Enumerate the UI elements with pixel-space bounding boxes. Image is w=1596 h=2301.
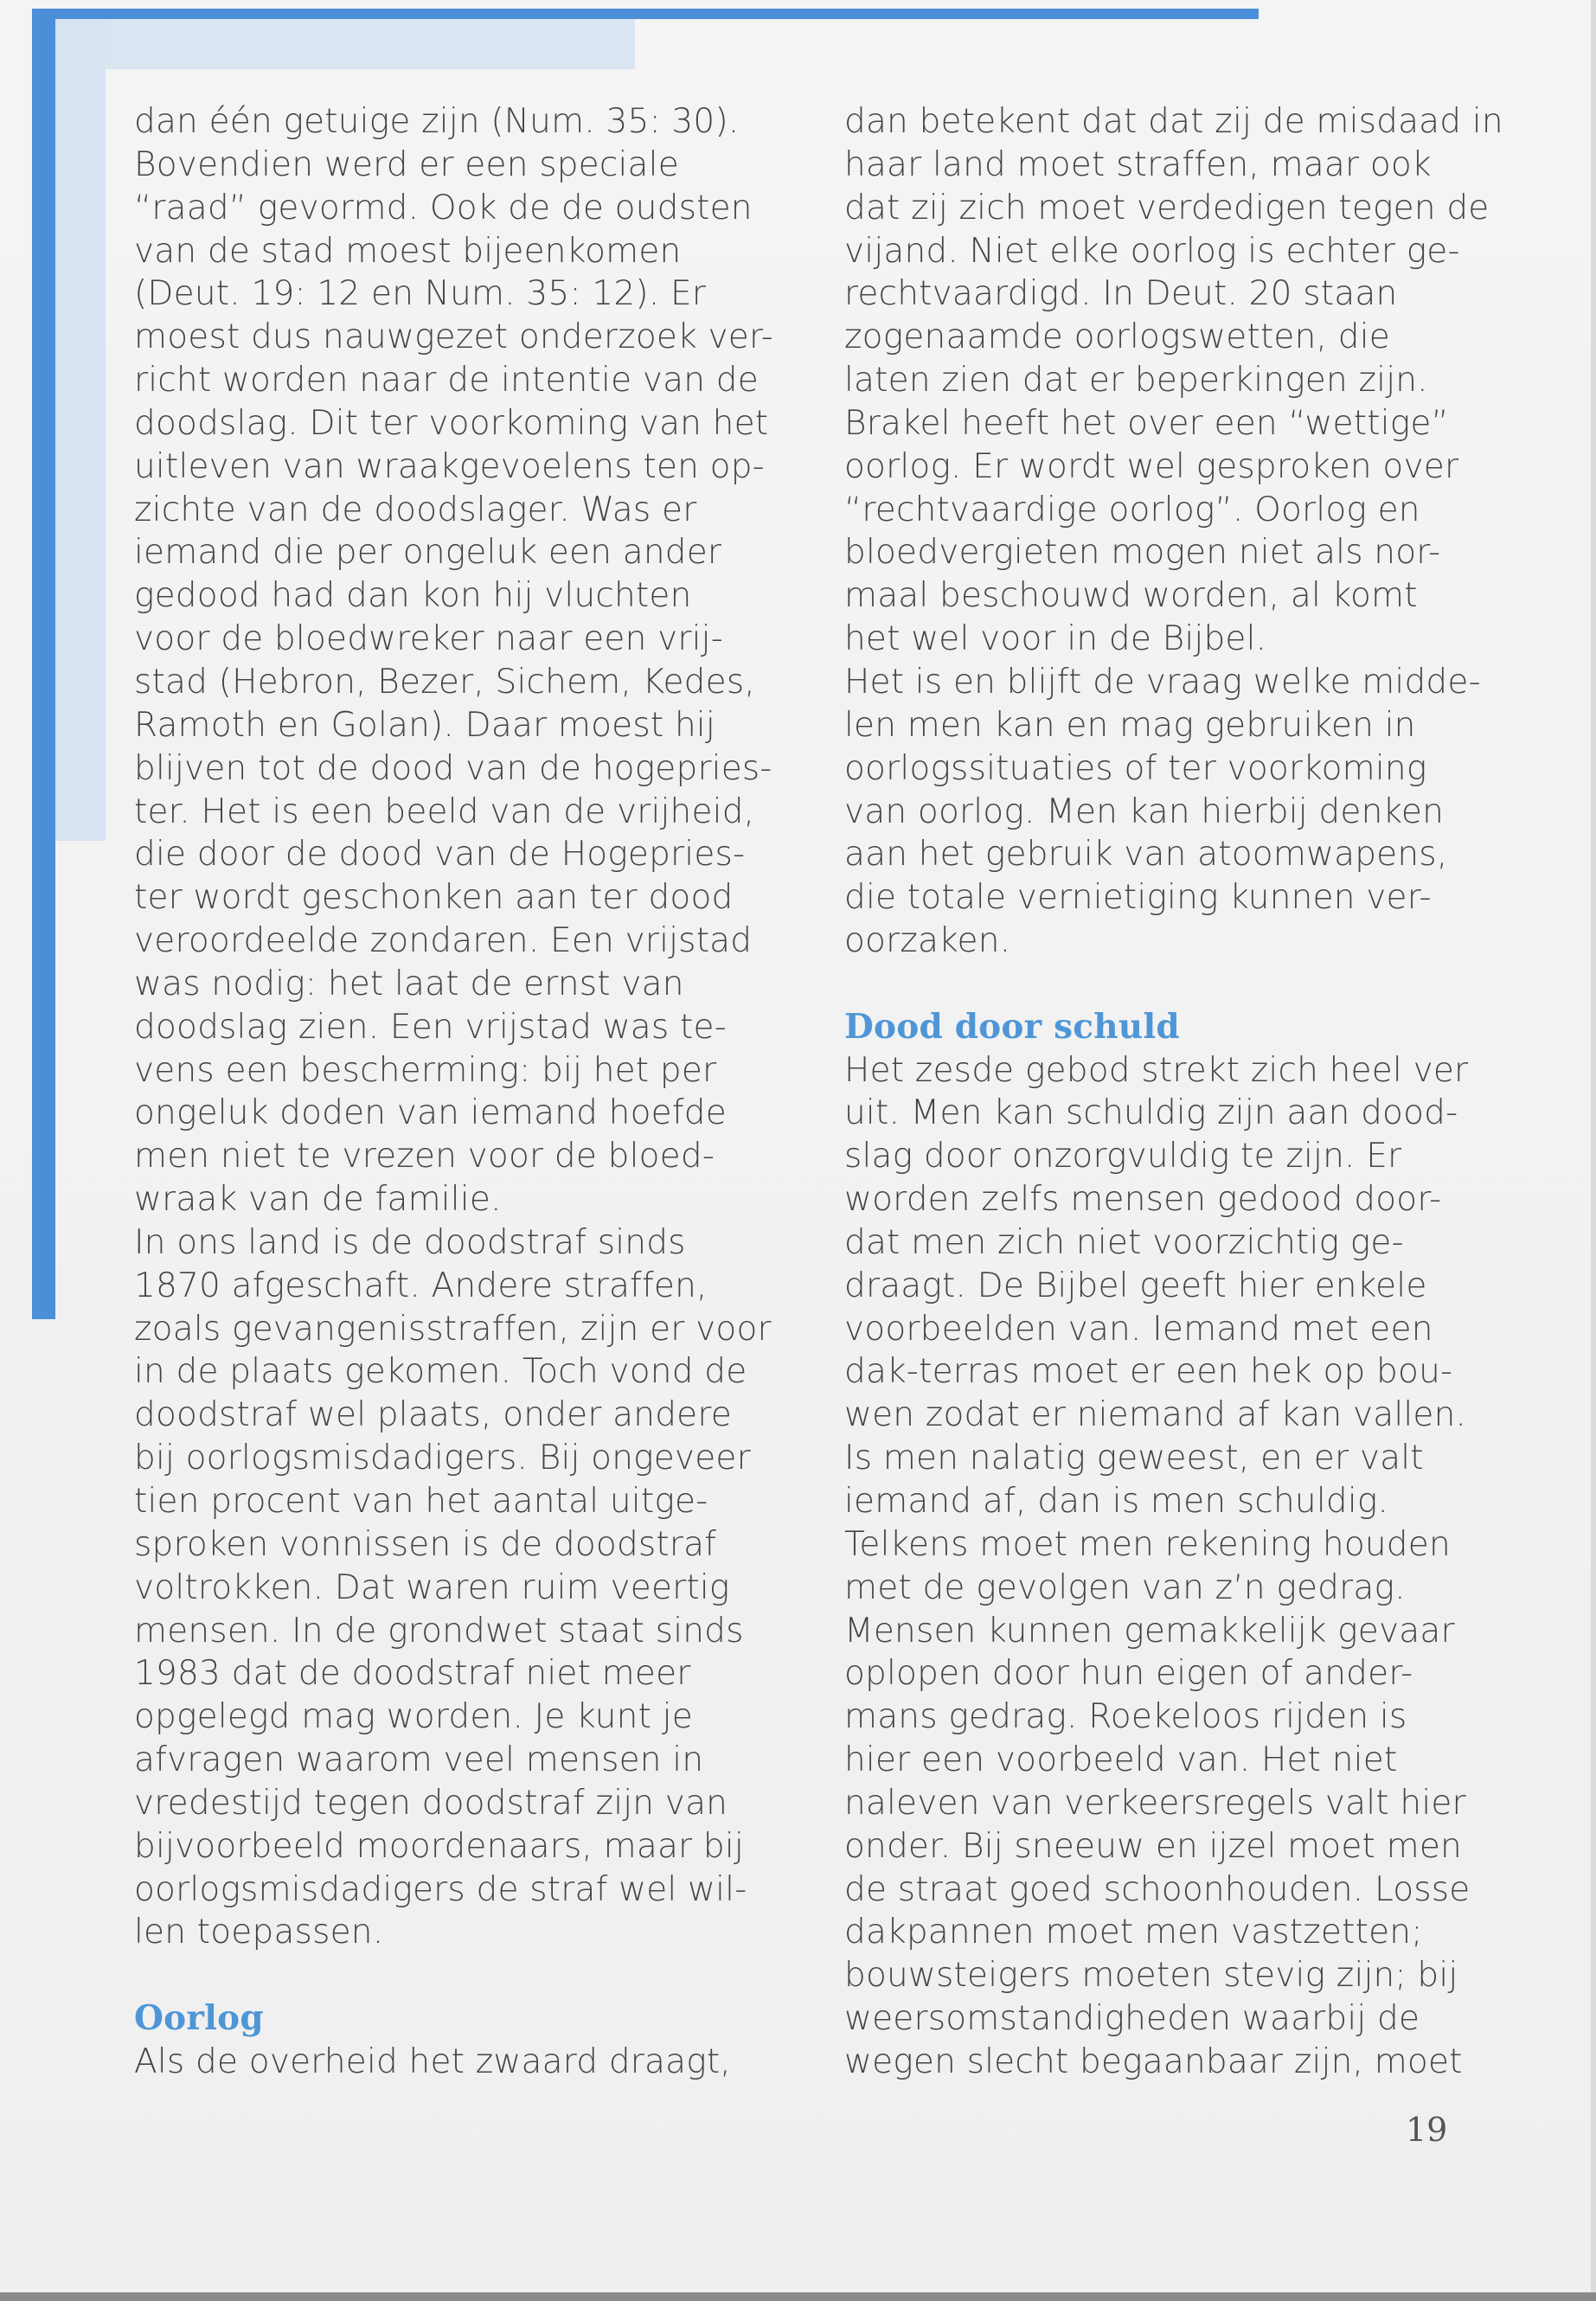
text-line: men niet te vrezen voor de bloed- [134,1137,715,1176]
text-line: oorlog. Er wordt wel gesproken over [844,446,1459,486]
text-line: bloedvergieten mogen niet als nor- [844,533,1441,573]
text-line: slag door onzorgvuldig te zijn. Er [844,1137,1402,1176]
text-line: wegen slecht begaanbaar zijn, moet [844,2041,1463,2081]
text-line: bijvoorbeeld moordenaars, maar bij [134,1826,744,1866]
text-line: iemand die per ongeluk een ander [134,533,722,573]
text-line: het wel voor in de Bijbel. [844,619,1267,659]
left-accent-rule [32,9,55,1319]
text-line: veroordeelde zondaren. Een vrijstad [134,921,753,961]
text-line: weersomstandigheden waarbij de [844,1999,1420,2039]
right-paragraph-block [844,100,1503,963]
text-line: bij oorlogsmisdadigers. Bij ongeveer [134,1439,751,1478]
text-line: van oorlog. Men kan hierbij denken [844,792,1444,831]
text-line: sproken vonnissen is de doodstraf [134,1524,717,1564]
text-line: “raad” gevormd. Ook de de oudsten [134,188,753,228]
text-line: aan het gebruik van atoomwapens, [844,835,1448,875]
text-line: iemand af, dan is men schuldig. [844,1482,1389,1521]
text-line: afvragen waarom veel mensen in [134,1740,704,1780]
text-line: oorlogssituaties of ter voorkoming [844,748,1427,788]
text-line: haar land moet straffen, maar ook [844,144,1432,184]
text-line: oorlogsmisdadigers de straf wel wil- [134,1869,747,1909]
section-spacer [844,963,1489,1006]
text-line: doodslag zien. Een vrijstad was te- [134,1007,727,1047]
text-line: maal beschouwd worden, al komt [844,576,1418,616]
text-line: Het zesde gebod strekt zich heel ver [844,1050,1469,1090]
text-line: ongeluk doden van iemand hoefde [134,1093,727,1133]
left-text-column [134,100,773,2084]
text-line: Brakel heeft het over een “wettige” [844,403,1449,443]
text-line: voltrokken. Dat waren ruim veertig [134,1567,730,1607]
text-line: zogenaamde oorlogswetten, die [844,317,1390,357]
text-line: mans gedrag. Roekeloos rijden is [844,1697,1407,1737]
text-line: vredestijd tegen doodstraf zijn van [134,1783,728,1823]
text-line: Mensen kunnen gemakkelijk gevaar [844,1611,1455,1650]
text-line: uit. Men kan schuldig zijn aan dood- [844,1093,1458,1133]
text-line: ter wordt geschonken aan ter dood [134,878,734,918]
text-line: len men kan en mag gebruiken in [844,705,1416,745]
top-accent-rule [32,9,1259,19]
text-line: dak-terras moet er een hek op bou- [844,1352,1453,1392]
text-line: In ons land is de doodstraf sinds [134,1222,686,1262]
text-line: dakpannen moet men vastzetten; [844,1913,1423,1952]
section-heading-dood-door-schuld: Dood door schuld [844,1006,1180,1047]
text-line: rechtvaardigd. In Deut. 20 staan [844,274,1398,314]
page-edge-bottom [0,2292,1596,2301]
text-line: dan betekent dat dat zij de misdaad in [844,102,1503,141]
text-line: worden zelfs mensen gedood door- [844,1180,1442,1220]
text-line: was nodig: het laat de ernst van [134,964,684,1003]
right-paragraph-block-after [844,1049,1489,2084]
text-line: opgelegd mag worden. Je kunt je [134,1697,693,1737]
text-line: dat men zich niet voorzichtig ge- [844,1222,1404,1262]
text-line: oplopen door hun eigen of ander- [844,1654,1413,1694]
text-line: in de plaats gekomen. Toch vond de [134,1352,747,1392]
text-line: onder. Bij sneeuw en ijzel moet men [844,1826,1462,1866]
text-line: zichte van de doodslager. Was er [134,490,697,529]
text-line: (Deut. 19: 12 en Num. 35: 12). Er [134,274,707,314]
tint-band-top [55,19,635,69]
text-line: richt worden naar de intentie van de [134,361,759,401]
text-line: Ramoth en Golan). Daar moest hij [134,705,715,745]
text-line: Als de overheid het zwaard draagt, [134,2041,731,2081]
text-line: bouwsteigers moeten stevig zijn; bij [844,1956,1458,1996]
text-line: “rechtvaardige oorlog”. Oorlog en [844,490,1420,529]
text-line: laten zien dat er beperkingen zijn. [844,361,1428,401]
text-line: hier een voorbeeld van. Het niet [844,1740,1398,1780]
text-line: die totale vernietiging kunnen ver- [844,878,1432,918]
tint-band-left [55,19,106,841]
text-line: draagt. De Bijbel geeft hier enkele [844,1266,1427,1305]
text-line: len toepassen. [134,1913,384,1952]
section-heading-oorlog: Oorlog [134,1998,264,2039]
text-line: uitleven van wraakgevoelens ten op- [134,446,765,486]
text-line: ter. Het is een beeld van de vrijheid, [134,792,755,831]
text-line: Telkens moet men rekening houden [844,1524,1451,1564]
text-line: dan één getuige zijn (Num. 35: 30). [134,102,740,141]
text-line: van de stad moest bijeenkomen [134,231,682,271]
text-line: de straat goed schoonhouden. Losse [844,1869,1471,1909]
text-line: Bovendien werd er een speciale [134,144,679,184]
page-edge-right [1591,0,1596,2301]
text-line: vijand. Niet elke oorlog is echter ge- [844,231,1460,271]
text-line: doodslag. Dit ter voorkoming van het [134,403,769,443]
text-line: vens een bescherming: bij het per [134,1050,717,1090]
text-line: mensen. In de grondwet staat sinds [134,1611,744,1650]
text-line: dat zij zich moet verdedigen tegen de [844,188,1490,228]
text-line: voorbeelden van. Iemand met een [844,1309,1433,1349]
text-line: doodstraf wel plaats, onder andere [134,1395,732,1435]
text-line: tien procent van het aantal uitge- [134,1482,708,1521]
left-paragraph-block-after [134,2041,757,2084]
text-line: voor de bloedwreker naar een vrij- [134,619,723,659]
text-line: 1983 dat de doodstraf niet meer [134,1654,691,1694]
text-line: 1870 afgeschaft. Andere straffen, [134,1266,708,1305]
text-line: gedood had dan kon hij vluchten [134,576,692,616]
right-text-column [844,100,1503,2084]
section-spacer [134,1954,757,1997]
text-line: zoals gevangenisstraffen, zijn er voor [134,1309,772,1349]
text-line: Het is en blijft de vraag welke midde- [844,662,1481,702]
text-line: die door de dood van de Hogepries- [134,835,746,875]
text-line: naleven van verkeersregels valt hier [844,1783,1466,1823]
text-line: Is men nalatig geweest, en er valt [844,1439,1424,1478]
left-paragraph-block [134,100,773,1954]
text-line: moest dus nauwgezet onderzoek ver- [134,317,773,357]
text-line: met de gevolgen van z’n gedrag. [844,1567,1406,1607]
text-line: wraak van de familie. [134,1180,502,1220]
page-number: 19 [1406,2111,1448,2149]
text-line: wen zodat er niemand af kan vallen. [844,1395,1467,1435]
text-line: stad (Hebron, Bezer, Sichem, Kedes, [134,662,755,702]
text-line: oorzaken. [844,921,1011,961]
text-line: blijven tot de dood van de hogepries- [134,748,772,788]
